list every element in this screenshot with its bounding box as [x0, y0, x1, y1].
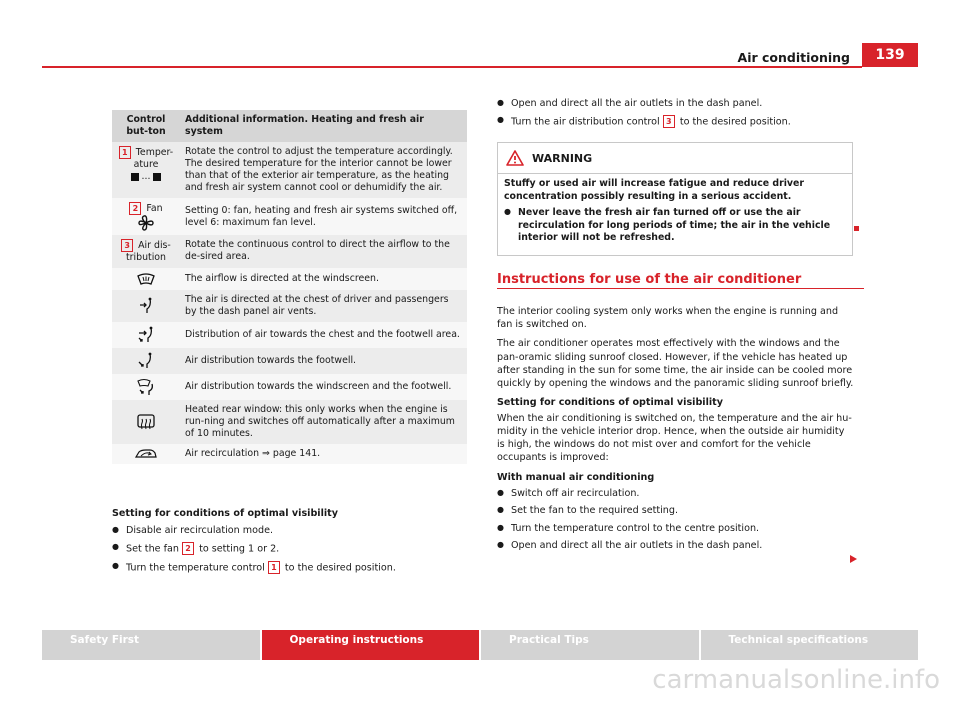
list-item-text: Turn the air distribution control — [511, 116, 660, 128]
callout-number: 3 — [663, 115, 675, 128]
control-table — [112, 110, 467, 464]
table-cell-control — [112, 235, 180, 268]
warm-square-icon — [153, 173, 161, 181]
cold-square-icon — [131, 173, 139, 181]
table-cell-text: Air recirculation ⇒ page 141. — [180, 444, 467, 464]
chest-footwell-icon — [136, 326, 156, 344]
end-marker-square — [854, 226, 859, 231]
section-title: Instructions for use of the air conditioner — [497, 272, 802, 287]
table-cell-control — [112, 444, 180, 464]
paragraph: The air conditioner operates most effectively with the windows and the pan-oramic sliding sunroof closed. However, if the vehicle has heated up after standing in the sun for some time, the air inside can be cooled more quickly by opening the windows and the panoramic sliding sunroof briefly. — [497, 338, 854, 390]
table-header-row — [112, 110, 467, 142]
page-number: 139 — [862, 43, 918, 67]
table-cell-text: The airflow is directed at the windscreen. — [180, 268, 467, 290]
windscreen-footwell-icon — [136, 378, 156, 396]
callout-number: 1 — [268, 561, 280, 574]
fan-icon — [137, 215, 155, 231]
table-cell-control — [112, 400, 180, 444]
warning-title: WARNING — [532, 151, 593, 165]
table-cell-text: Heated rear window: this only works when the engine is run-ning and switches off automatically after a maximum of 10 minutes. — [180, 400, 467, 444]
continue-arrow-icon — [850, 555, 857, 563]
warning-box — [497, 142, 853, 256]
table-cell-text: Air distribution towards the windscreen and the footwell. — [180, 374, 467, 400]
watermark: carmanualsonline.info — [652, 665, 940, 695]
list-item — [112, 525, 472, 537]
header-rule — [42, 66, 862, 68]
list-item — [497, 98, 867, 110]
table-row — [112, 400, 467, 444]
paragraph: When the air conditioning is switched on, the temperature and the air hu-midity in the vehicle interior drop. Hence, when the outside air humidity is high, the windows do not mist over and comfort for the vehicle occupants is improved: — [497, 412, 852, 464]
table-cell-control — [112, 142, 180, 198]
recirculation-icon — [134, 448, 158, 460]
callout-number: 2 — [129, 202, 141, 215]
table-cell-text: Rotate the continuous control to direct the airflow to the de-sired area. — [180, 235, 467, 268]
table-row — [112, 348, 467, 374]
list-item-text: Set the fan to the required setting. — [511, 505, 679, 517]
left-visibility-section — [112, 508, 472, 580]
footer-tab-safety-first[interactable]: Safety First — [42, 630, 260, 660]
table-cell-control — [112, 322, 180, 348]
table-row — [112, 198, 467, 235]
control-label: Fan — [146, 203, 163, 215]
list-item-text: Turn the temperature control — [126, 562, 265, 574]
list-item-text: to setting 1 or 2. — [199, 543, 280, 555]
table-cell-control — [112, 290, 180, 322]
table-row — [112, 235, 467, 268]
table-col1-header: Control but-ton — [112, 110, 180, 142]
warning-body — [498, 174, 852, 255]
range-ellipsis: ... — [141, 171, 151, 183]
header-title: Air conditioning — [737, 50, 850, 65]
table-row — [112, 374, 467, 400]
table-cell-control — [112, 348, 180, 374]
list-item-text: Open and direct all the air outlets in the dash panel. — [511, 540, 763, 552]
callout-number: 3 — [121, 239, 133, 252]
callout-number: 2 — [182, 542, 194, 555]
warning-header — [498, 143, 852, 174]
callout-number: 1 — [119, 146, 131, 159]
footer-nav — [42, 630, 918, 660]
list-item — [497, 488, 855, 500]
list-item — [497, 523, 855, 535]
list-item — [504, 207, 846, 244]
section-subheading: With manual air conditioning — [497, 471, 655, 483]
list-item-text: Open and direct all the air outlets in the dash panel. — [511, 98, 763, 109]
table-cell-control — [112, 198, 180, 235]
section-subheading: Setting for conditions of optimal visibility — [112, 508, 339, 519]
warning-triangle-icon — [506, 150, 524, 166]
list-item-text: to the desired position. — [679, 116, 791, 128]
list-item — [112, 561, 472, 575]
table-cell-text: The air is directed at the chest of driver and passengers by the dash panel air vents. — [180, 290, 467, 322]
list-item-text: Disable air recirculation mode. — [126, 525, 274, 536]
windscreen-icon — [137, 272, 155, 286]
table-row — [112, 322, 467, 348]
list-item-text: Set the fan — [126, 543, 179, 555]
table-row — [112, 268, 467, 290]
footer-tab-technical-specifications[interactable]: Technical specifications — [701, 630, 919, 660]
table-cell-control — [112, 374, 180, 400]
list-item — [497, 505, 855, 517]
table-cell-text: Rotate the control to adjust the temperature accordingly. The desired temperature for the interior cannot be lower than that of the exterior air temperature, as the heating and fresh air system cannot cool or dehumidify the air. — [180, 142, 467, 198]
table-col2-header: Additional information. Heating and fresh air system — [180, 110, 467, 142]
control-label: Air dis-tribution — [126, 240, 171, 264]
footwell-icon — [137, 352, 155, 370]
table-row — [112, 444, 467, 464]
rear-window-heat-icon — [137, 414, 155, 430]
section-subheading: Setting for conditions of optimal visibility — [497, 397, 724, 409]
table-cell-text: Distribution of air towards the chest and the footwell area. — [180, 322, 467, 348]
section-rule — [497, 288, 864, 289]
table-cell-control — [112, 268, 180, 290]
table-cell-text: Air distribution towards the footwell. — [180, 348, 467, 374]
list-item-text: Never leave the fresh air fan turned off or use the air recirculation for long periods of time; the air in the vehicle interior will not be refreshed. — [518, 207, 831, 243]
control-label: Temper-ature — [133, 147, 174, 171]
list-item-text: Switch off air recirculation. — [511, 487, 640, 499]
ac-instructions-body — [497, 305, 855, 558]
table-row — [112, 142, 467, 198]
list-item-text: to the desired position. — [284, 562, 396, 574]
footer-tab-practical-tips[interactable]: Practical Tips — [481, 630, 699, 660]
list-item — [497, 115, 867, 129]
table-row — [112, 290, 467, 322]
paragraph: The interior cooling system only works when the engine is running and fan is switched on. — [497, 306, 839, 331]
list-item — [497, 540, 855, 552]
right-top-list — [497, 98, 867, 134]
list-item-text: Turn the temperature control to the centre position. — [511, 522, 760, 534]
warning-paragraph: Stuffy or used air will increase fatigue and reduce driver concentration possibly resulting in a serious accident. — [504, 178, 805, 202]
chest-airflow-icon — [137, 297, 155, 315]
footer-tab-operating-instructions[interactable]: Operating instructions — [262, 630, 480, 660]
list-item — [112, 542, 472, 556]
table-cell-text: Setting 0: fan, heating and fresh air systems switched off, level 6: maximum fan level. — [180, 198, 467, 235]
